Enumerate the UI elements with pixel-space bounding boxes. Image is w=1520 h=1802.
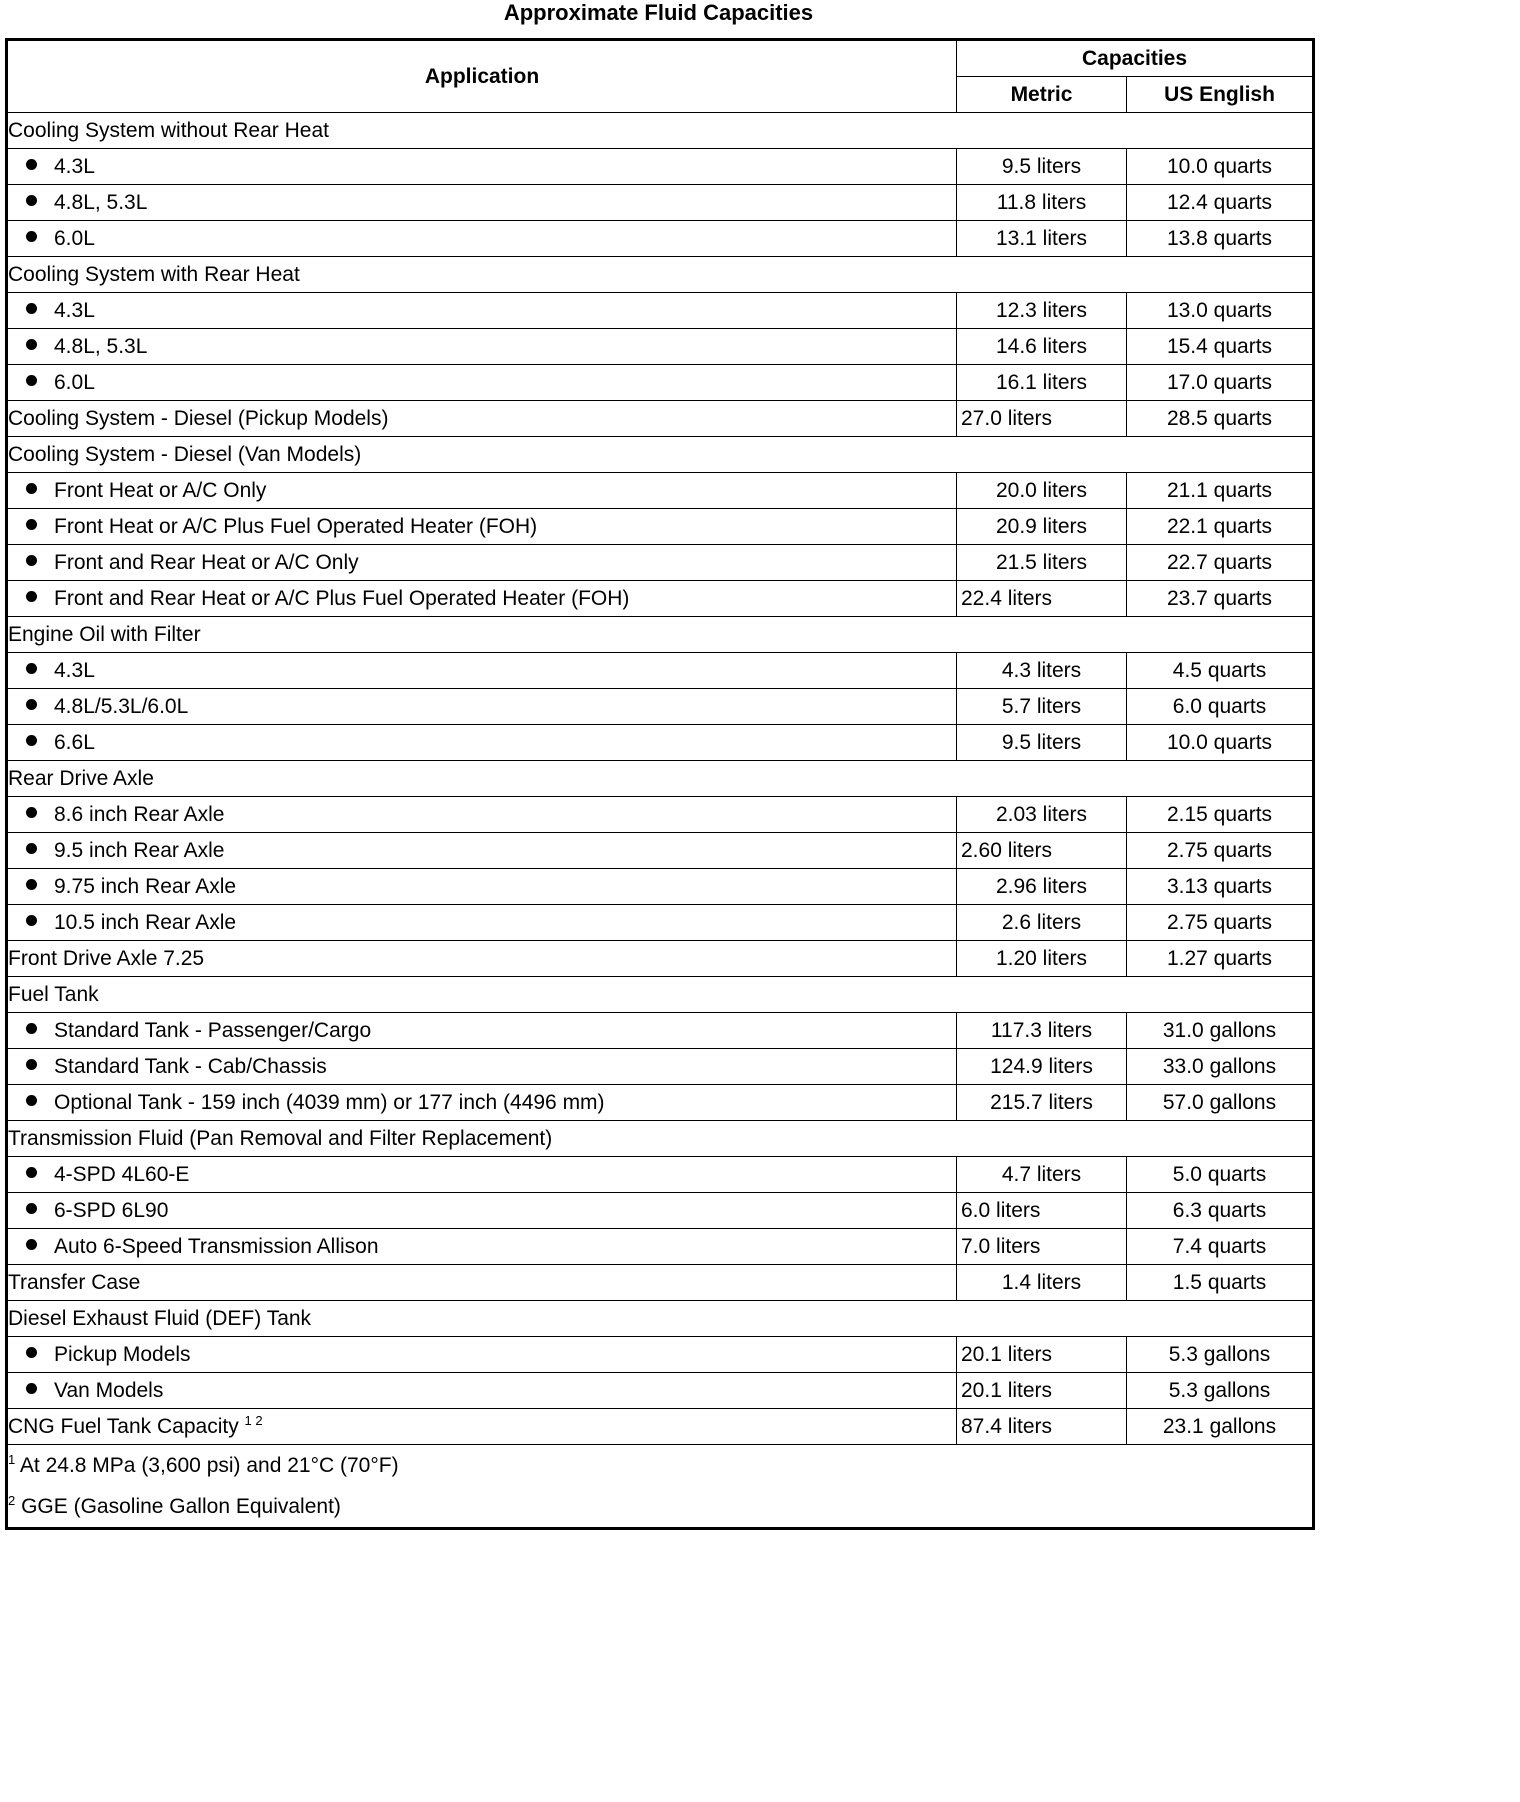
metric-cell: 7.0 liters <box>957 1229 1127 1265</box>
us-english-cell: 13.0 quarts <box>1127 293 1314 329</box>
application-label: Cooling System with Rear Heat <box>8 262 300 286</box>
bullet-icon <box>26 483 37 494</box>
table-row <box>7 293 1314 329</box>
footnote-text: GGE (Gasoline Gallon Equivalent) <box>21 1495 341 1518</box>
footnote-mark: 1 <box>8 1452 16 1467</box>
metric-cell: 16.1 liters <box>957 365 1127 401</box>
bullet-icon <box>26 1095 37 1106</box>
table-row <box>7 545 1314 581</box>
metric-cell: 11.8 liters <box>957 185 1127 221</box>
application-cell <box>7 1085 957 1121</box>
section-label <box>7 761 1314 797</box>
application-label: Front Drive Axle 7.25 <box>8 946 205 970</box>
application-cell <box>7 653 957 689</box>
section-label <box>7 1121 1314 1157</box>
application-label: 10.5 inch Rear Axle <box>54 910 237 934</box>
us-english-cell: 21.1 quarts <box>1127 473 1314 509</box>
bullet-icon <box>26 879 37 890</box>
bullet-icon <box>26 195 37 206</box>
us-english-cell: 2.75 quarts <box>1127 905 1314 941</box>
us-english-cell: 5.0 quarts <box>1127 1157 1314 1193</box>
table-row <box>7 725 1314 761</box>
table-row <box>7 149 1314 185</box>
table-row <box>7 329 1314 365</box>
footnote-reference: 1 2 <box>244 1412 263 1428</box>
bullet-icon <box>26 1239 37 1250</box>
header-us-english: US English <box>1127 77 1314 113</box>
application-cell <box>7 329 957 365</box>
bullet-icon <box>26 159 37 170</box>
section-label <box>7 113 1314 149</box>
section-row <box>7 977 1314 1013</box>
application-label: 4.3L <box>54 298 95 322</box>
application-cell <box>7 1409 957 1445</box>
metric-cell: 4.3 liters <box>957 653 1127 689</box>
metric-cell: 215.7 liters <box>957 1085 1127 1121</box>
application-label: Engine Oil with Filter <box>8 622 201 646</box>
table-row <box>7 869 1314 905</box>
section-label <box>7 1301 1314 1337</box>
us-english-cell: 31.0 gallons <box>1127 1013 1314 1049</box>
application-cell <box>7 941 957 977</box>
bullet-icon <box>26 699 37 710</box>
us-english-cell: 22.7 quarts <box>1127 545 1314 581</box>
bullet-icon <box>26 807 37 818</box>
us-english-cell: 2.15 quarts <box>1127 797 1314 833</box>
application-cell <box>7 1013 957 1049</box>
metric-cell: 124.9 liters <box>957 1049 1127 1085</box>
table-row <box>7 185 1314 221</box>
application-label: 6-SPD 6L90 <box>54 1198 169 1222</box>
bullet-icon <box>26 339 37 350</box>
application-cell <box>7 905 957 941</box>
application-cell <box>7 473 957 509</box>
metric-cell: 27.0 liters <box>957 401 1127 437</box>
footnote-2 <box>7 1487 1314 1529</box>
table-row <box>7 833 1314 869</box>
application-label: Cooling System - Diesel (Van Models) <box>8 442 362 466</box>
application-label: 6.6L <box>54 730 95 754</box>
us-english-cell: 23.7 quarts <box>1127 581 1314 617</box>
application-label: Fuel Tank <box>8 982 99 1006</box>
application-cell <box>7 185 957 221</box>
us-english-cell: 5.3 gallons <box>1127 1373 1314 1409</box>
metric-cell: 20.9 liters <box>957 509 1127 545</box>
section-row <box>7 617 1314 653</box>
bullet-icon <box>26 1167 37 1178</box>
application-cell <box>7 401 957 437</box>
table-row <box>7 509 1314 545</box>
table-row <box>7 1013 1314 1049</box>
table-row <box>7 653 1314 689</box>
table-row <box>7 1193 1314 1229</box>
application-label: 6.0L <box>54 226 95 250</box>
bullet-icon <box>26 1203 37 1214</box>
metric-cell: 1.20 liters <box>957 941 1127 977</box>
table-row <box>7 941 1314 977</box>
header-application: Application <box>7 40 957 113</box>
application-cell <box>7 1193 957 1229</box>
metric-cell: 21.5 liters <box>957 545 1127 581</box>
application-cell <box>7 1157 957 1193</box>
metric-cell: 20.1 liters <box>957 1373 1127 1409</box>
application-cell <box>7 545 957 581</box>
bullet-icon <box>26 663 37 674</box>
metric-cell: 2.60 liters <box>957 833 1127 869</box>
application-label: Transmission Fluid (Pan Removal and Filter Replacement) <box>8 1126 553 1150</box>
application-label: 9.75 inch Rear Axle <box>54 874 237 898</box>
metric-cell: 13.1 liters <box>957 221 1127 257</box>
application-cell <box>7 509 957 545</box>
application-label: Rear Drive Axle <box>8 766 154 790</box>
application-label: Front Heat or A/C Only <box>54 478 267 502</box>
application-label: 4.3L <box>54 658 95 682</box>
application-label: 6.0L <box>54 370 95 394</box>
us-english-cell: 4.5 quarts <box>1127 653 1314 689</box>
metric-cell: 4.7 liters <box>957 1157 1127 1193</box>
table-row <box>7 1265 1314 1301</box>
header-metric: Metric <box>957 77 1127 113</box>
application-label: 4.8L, 5.3L <box>54 190 148 214</box>
table-row <box>7 1085 1314 1121</box>
table-row <box>7 1049 1314 1085</box>
metric-cell: 117.3 liters <box>957 1013 1127 1049</box>
bullet-icon <box>26 231 37 242</box>
section-label <box>7 617 1314 653</box>
application-cell <box>7 293 957 329</box>
us-english-cell: 3.13 quarts <box>1127 869 1314 905</box>
bullet-icon <box>26 735 37 746</box>
header-capacities: Capacities <box>957 40 1314 77</box>
table-row <box>7 365 1314 401</box>
application-label: Standard Tank - Cab/Chassis <box>54 1054 327 1078</box>
application-label: Van Models <box>54 1378 164 1402</box>
bullet-icon <box>26 591 37 602</box>
application-cell <box>7 797 957 833</box>
us-english-cell: 2.75 quarts <box>1127 833 1314 869</box>
footnote-text: At 24.8 MPa (3,600 psi) and 21°C (70°F) <box>19 1454 399 1477</box>
application-cell <box>7 1337 957 1373</box>
application-label: 4.8L/5.3L/6.0L <box>54 694 189 718</box>
metric-cell: 6.0 liters <box>957 1193 1127 1229</box>
metric-cell: 87.4 liters <box>957 1409 1127 1445</box>
table-body <box>7 113 1314 1445</box>
section-row <box>7 1301 1314 1337</box>
application-cell <box>7 1049 957 1085</box>
section-row <box>7 113 1314 149</box>
application-label: 8.6 inch Rear Axle <box>54 802 225 826</box>
table-row <box>7 905 1314 941</box>
application-cell <box>7 725 957 761</box>
application-cell <box>7 1373 957 1409</box>
table-row <box>7 1337 1314 1373</box>
metric-cell: 12.3 liters <box>957 293 1127 329</box>
bullet-icon <box>26 375 37 386</box>
us-english-cell: 6.0 quarts <box>1127 689 1314 725</box>
us-english-cell: 23.1 gallons <box>1127 1409 1314 1445</box>
us-english-cell: 17.0 quarts <box>1127 365 1314 401</box>
us-english-cell: 1.27 quarts <box>1127 941 1314 977</box>
table-row <box>7 1157 1314 1193</box>
metric-cell: 1.4 liters <box>957 1265 1127 1301</box>
application-label: 9.5 inch Rear Axle <box>54 838 225 862</box>
us-english-cell: 57.0 gallons <box>1127 1085 1314 1121</box>
us-english-cell: 5.3 gallons <box>1127 1337 1314 1373</box>
us-english-cell: 1.5 quarts <box>1127 1265 1314 1301</box>
table-row <box>7 221 1314 257</box>
us-english-cell: 7.4 quarts <box>1127 1229 1314 1265</box>
application-label: Transfer Case <box>8 1270 141 1294</box>
application-label: 4.3L <box>54 154 95 178</box>
table-row <box>7 797 1314 833</box>
section-label <box>7 977 1314 1013</box>
application-label: Pickup Models <box>54 1342 191 1366</box>
application-label: Diesel Exhaust Fluid (DEF) Tank <box>8 1306 312 1330</box>
application-cell <box>7 833 957 869</box>
us-english-cell: 15.4 quarts <box>1127 329 1314 365</box>
bullet-icon <box>26 843 37 854</box>
application-label: Cooling System without Rear Heat <box>8 118 329 142</box>
application-label: Auto 6-Speed Transmission Allison <box>54 1234 379 1258</box>
application-label: 4-SPD 4L60-E <box>54 1162 190 1186</box>
table-row <box>7 1373 1314 1409</box>
metric-cell: 9.5 liters <box>957 725 1127 761</box>
footnote-1 <box>7 1445 1314 1488</box>
metric-cell: 22.4 liters <box>957 581 1127 617</box>
us-english-cell: 13.8 quarts <box>1127 221 1314 257</box>
application-label: Front and Rear Heat or A/C Plus Fuel Operated Heater (FOH) <box>54 586 630 610</box>
bullet-icon <box>26 1023 37 1034</box>
bullet-icon <box>26 1059 37 1070</box>
table-row <box>7 401 1314 437</box>
table-row <box>7 689 1314 725</box>
footnote-mark: 2 <box>8 1493 16 1508</box>
metric-cell: 14.6 liters <box>957 329 1127 365</box>
application-label: CNG Fuel Tank Capacity <box>8 1414 239 1438</box>
application-label: Front and Rear Heat or A/C Only <box>54 550 359 574</box>
section-row <box>7 761 1314 797</box>
section-label <box>7 257 1314 293</box>
section-row <box>7 257 1314 293</box>
application-cell <box>7 221 957 257</box>
application-cell <box>7 149 957 185</box>
application-label: Cooling System - Diesel (Pickup Models) <box>8 406 389 430</box>
bullet-icon <box>26 915 37 926</box>
bullet-icon <box>26 1383 37 1394</box>
section-row <box>7 1121 1314 1157</box>
us-english-cell: 12.4 quarts <box>1127 185 1314 221</box>
fluid-capacities-table <box>5 38 1315 1530</box>
us-english-cell: 22.1 quarts <box>1127 509 1314 545</box>
application-label: Optional Tank - 159 inch (4039 mm) or 177 inch (4496 mm) <box>54 1090 605 1114</box>
table-row <box>7 581 1314 617</box>
metric-cell: 2.6 liters <box>957 905 1127 941</box>
us-english-cell: 10.0 quarts <box>1127 149 1314 185</box>
metric-cell: 20.0 liters <box>957 473 1127 509</box>
metric-cell: 20.1 liters <box>957 1337 1127 1373</box>
application-cell <box>7 1229 957 1265</box>
application-label: Standard Tank - Passenger/Cargo <box>54 1018 372 1042</box>
us-english-cell: 33.0 gallons <box>1127 1049 1314 1085</box>
application-label: Front Heat or A/C Plus Fuel Operated Heater (FOH) <box>54 514 538 538</box>
metric-cell: 2.03 liters <box>957 797 1127 833</box>
bullet-icon <box>26 303 37 314</box>
application-cell <box>7 689 957 725</box>
table-row <box>7 473 1314 509</box>
section-label <box>7 437 1314 473</box>
metric-cell: 9.5 liters <box>957 149 1127 185</box>
metric-cell: 5.7 liters <box>957 689 1127 725</box>
bullet-icon <box>26 1347 37 1358</box>
bullet-icon <box>26 555 37 566</box>
us-english-cell: 10.0 quarts <box>1127 725 1314 761</box>
application-cell <box>7 581 957 617</box>
application-label: 4.8L, 5.3L <box>54 334 148 358</box>
bullet-icon <box>26 519 37 530</box>
us-english-cell: 6.3 quarts <box>1127 1193 1314 1229</box>
metric-cell: 2.96 liters <box>957 869 1127 905</box>
us-english-cell: 28.5 quarts <box>1127 401 1314 437</box>
table-title: Approximate Fluid Capacities <box>503 0 814 25</box>
application-cell <box>7 869 957 905</box>
application-cell <box>7 1265 957 1301</box>
table-row <box>7 1229 1314 1265</box>
table-row <box>7 1409 1314 1445</box>
section-row <box>7 437 1314 473</box>
application-cell <box>7 365 957 401</box>
